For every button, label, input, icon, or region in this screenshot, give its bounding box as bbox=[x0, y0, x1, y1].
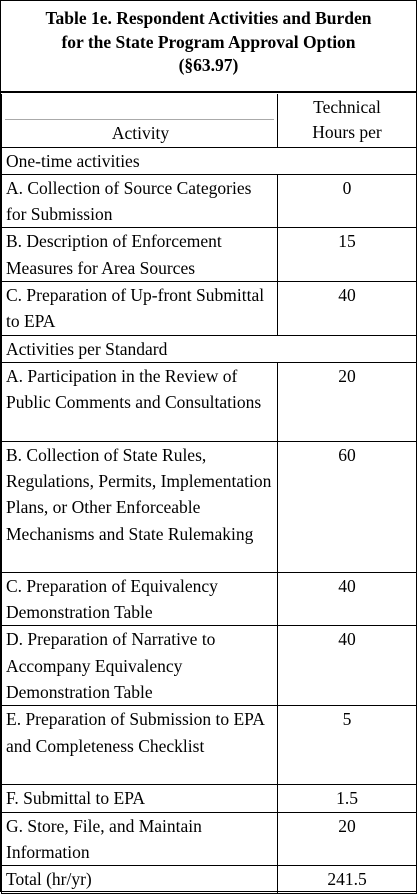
table-header-row bbox=[2, 94, 417, 147]
hours-header-line-2: Hours per bbox=[312, 122, 382, 142]
table-row bbox=[2, 812, 417, 866]
total-label: Total (hr/yr) bbox=[2, 866, 278, 893]
table-row bbox=[2, 441, 417, 572]
hours-cell: 40 bbox=[278, 626, 417, 706]
hours-cell: 40 bbox=[278, 281, 417, 335]
activity-cell: C. Preparation of Equivalency Demonstration Table bbox=[2, 572, 278, 626]
hours-cell: 15 bbox=[278, 228, 417, 282]
activity-cell: D. Preparation of Narrative to Accompany Equivalency Demonstration Table bbox=[2, 626, 278, 706]
activity-column-header bbox=[2, 94, 278, 147]
activity-cell: B. Collection of State Rules, Regulations, Permits, Implementation Plans, or Other Enforceable Mechanisms and State Rulemaking bbox=[2, 441, 278, 572]
table-title-line-3: (§63.97) bbox=[178, 55, 239, 75]
hours-column-header bbox=[278, 94, 417, 147]
section-row-one-time bbox=[2, 147, 417, 174]
activity-cell: A. Collection of Source Categories for Submission bbox=[2, 174, 278, 228]
table-row bbox=[2, 174, 417, 228]
table-row bbox=[2, 572, 417, 626]
hours-cell: 5 bbox=[278, 706, 417, 785]
hours-cell: 40 bbox=[278, 572, 417, 626]
table-row bbox=[2, 228, 417, 282]
hours-cell: 0 bbox=[278, 174, 417, 228]
activity-cell: E. Preparation of Submission to EPA and Completeness Checklist bbox=[2, 706, 278, 785]
activity-cell: C. Preparation of Up-front Submittal to EPA bbox=[2, 281, 278, 335]
table-row bbox=[2, 626, 417, 706]
total-hours: 241.5 bbox=[278, 866, 417, 893]
hours-cell: 60 bbox=[278, 441, 417, 572]
header-divider bbox=[5, 119, 274, 120]
hours-cell: 1.5 bbox=[278, 785, 417, 812]
table-title-line-1: Table 1e. Respondent Activities and Burden bbox=[45, 8, 372, 28]
table-row bbox=[2, 785, 417, 812]
activity-cell: F. Submittal to EPA bbox=[2, 785, 278, 812]
table-row bbox=[2, 281, 417, 335]
total-row bbox=[2, 866, 417, 893]
hours-header-line-1: Technical bbox=[313, 97, 381, 117]
hours-cell: 20 bbox=[278, 362, 417, 441]
hours-cell: 20 bbox=[278, 812, 417, 866]
table-row bbox=[2, 706, 417, 785]
section-row-per-standard bbox=[2, 335, 417, 362]
activity-header-label: Activity bbox=[111, 123, 170, 144]
section-label-one-time: One-time activities bbox=[2, 147, 417, 174]
table-title-line-2: for the State Program Approval Option bbox=[61, 31, 356, 52]
activity-cell: A. Participation in the Review of Public Comments and Consultations bbox=[2, 362, 278, 441]
table-title bbox=[1, 1, 416, 93]
table-row bbox=[2, 362, 417, 441]
activity-cell: G. Store, File, and Maintain Information bbox=[2, 812, 278, 866]
burden-table bbox=[1, 94, 417, 894]
activity-cell: B. Description of Enforcement Measures for Area Sources bbox=[2, 228, 278, 282]
section-label-per-standard: Activities per Standard bbox=[2, 335, 417, 362]
